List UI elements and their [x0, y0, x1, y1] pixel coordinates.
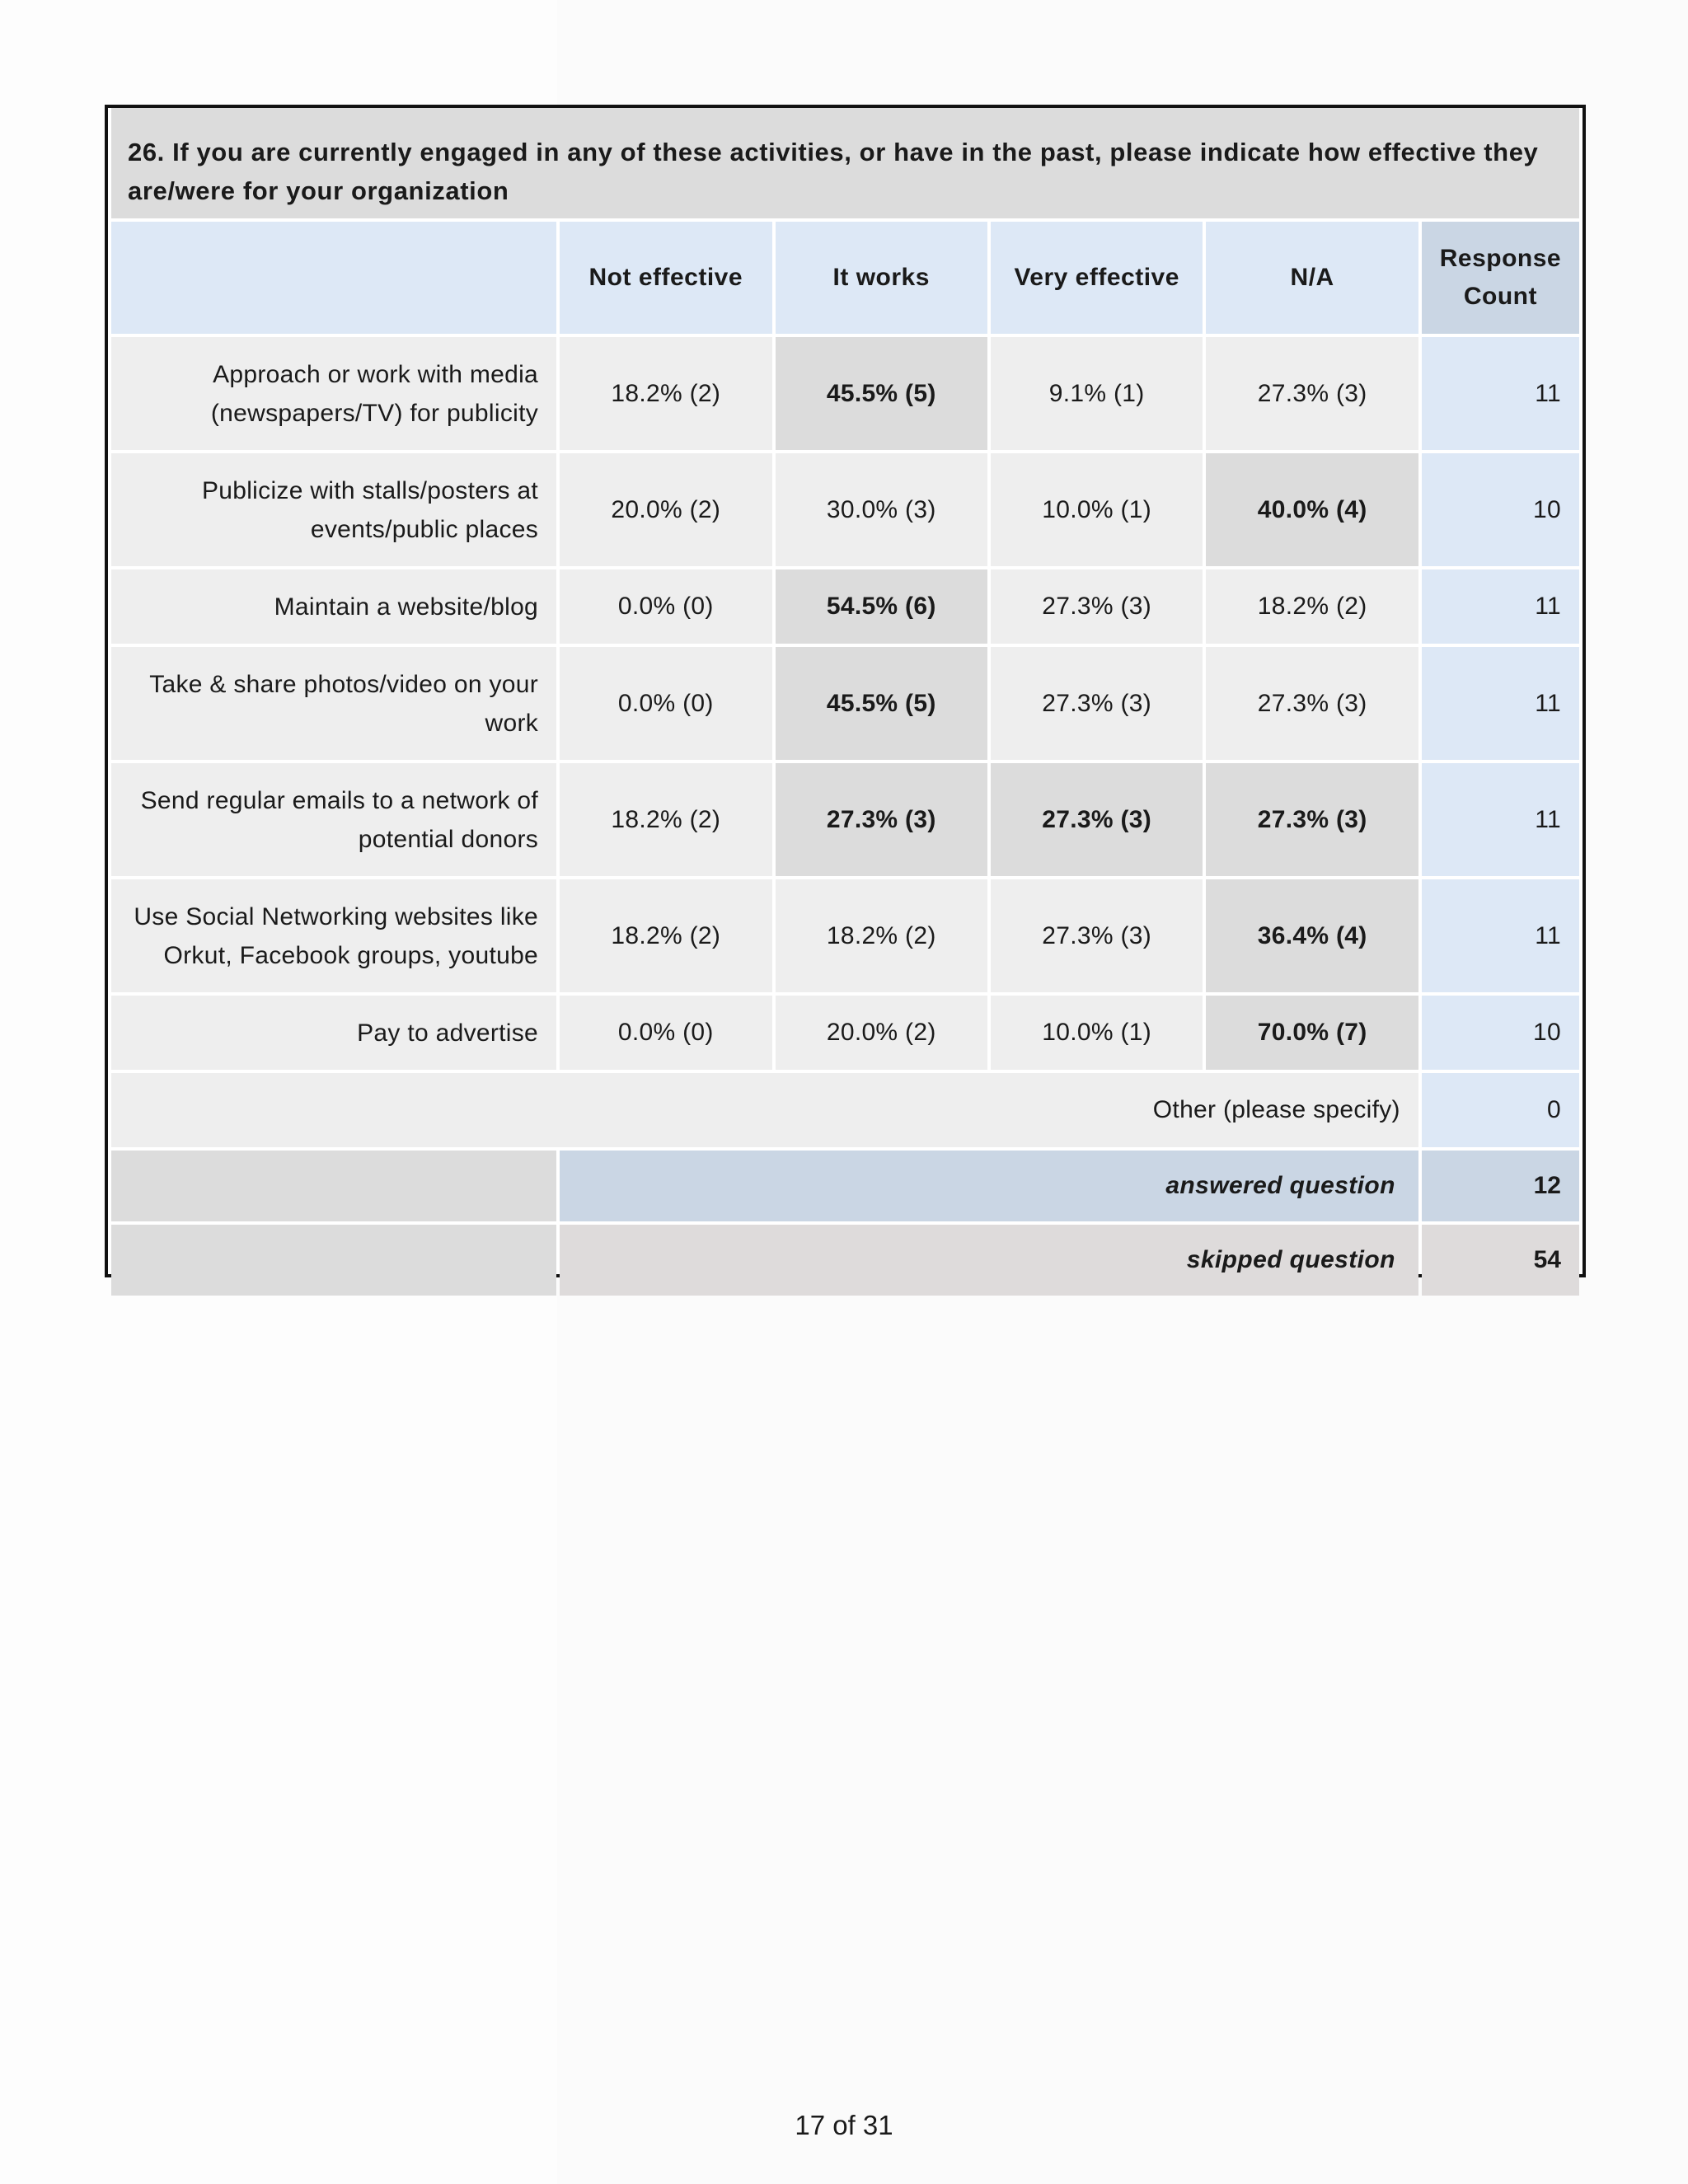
- header-blank: [111, 222, 556, 334]
- response-cell: 27.3% (3): [1206, 763, 1418, 876]
- survey-question-table: [105, 105, 1586, 1277]
- response-cell: 36.4% (4): [1206, 879, 1418, 992]
- row-label: Approach or work with media (newspapers/TV) for publicity: [111, 337, 556, 450]
- response-cell: 18.2% (2): [1206, 569, 1418, 644]
- table-row: [111, 763, 1579, 876]
- header-very-effective: Very effective: [991, 222, 1203, 334]
- response-cell: 27.3% (3): [991, 879, 1203, 992]
- response-cell: 27.3% (3): [1206, 337, 1418, 450]
- table-row: [111, 647, 1579, 760]
- response-cell: 20.0% (2): [560, 453, 771, 566]
- response-cell: 45.5% (5): [776, 337, 987, 450]
- response-cell: 40.0% (4): [1206, 453, 1418, 566]
- table-row: [111, 569, 1579, 644]
- results-table: [108, 108, 1582, 1296]
- response-cell: 27.3% (3): [991, 763, 1203, 876]
- summary-blank: [111, 1151, 556, 1221]
- answered-question-count: 12: [1422, 1151, 1579, 1221]
- response-cell: 27.3% (3): [991, 569, 1203, 644]
- row-label: Publicize with stalls/posters at events/public places: [111, 453, 556, 566]
- response-count-cell: 11: [1422, 569, 1579, 644]
- page-number: 17 of 31: [795, 2110, 893, 2140]
- response-count-cell: 10: [1422, 453, 1579, 566]
- answered-question-row: [111, 1151, 1579, 1221]
- summary-blank: [111, 1225, 556, 1296]
- response-cell: 30.0% (3): [776, 453, 987, 566]
- question-title: 26. If you are currently engaged in any of these activities, or have in the past, please indicate how effective they are/were for your organization: [111, 108, 1579, 218]
- row-label: Use Social Networking websites like Orkut, Facebook groups, youtube: [111, 879, 556, 992]
- skipped-question-count: 54: [1422, 1225, 1579, 1296]
- header-not-effective: Not effective: [560, 222, 771, 334]
- row-label: Maintain a website/blog: [111, 569, 556, 644]
- answered-question-label: answered question: [560, 1151, 1418, 1221]
- response-count-cell: 11: [1422, 763, 1579, 876]
- other-label: Other (please specify): [111, 1073, 1418, 1147]
- header-it-works: It works: [776, 222, 987, 334]
- response-cell: 20.0% (2): [776, 996, 987, 1070]
- header-na: N/A: [1206, 222, 1418, 334]
- other-count: 0: [1422, 1073, 1579, 1147]
- response-count-cell: 11: [1422, 337, 1579, 450]
- header-response-count: Response Count: [1422, 222, 1579, 334]
- skipped-question-label: skipped question: [560, 1225, 1418, 1296]
- response-count-cell: 11: [1422, 647, 1579, 760]
- response-cell: 9.1% (1): [991, 337, 1203, 450]
- response-cell: 54.5% (6): [776, 569, 987, 644]
- response-cell: 70.0% (7): [1206, 996, 1418, 1070]
- response-cell: 18.2% (2): [776, 879, 987, 992]
- response-cell: 18.2% (2): [560, 763, 771, 876]
- table-row: [111, 337, 1579, 450]
- other-row: [111, 1073, 1579, 1147]
- row-label: Send regular emails to a network of potential donors: [111, 763, 556, 876]
- row-label: Take & share photos/video on your work: [111, 647, 556, 760]
- table-row: [111, 453, 1579, 566]
- response-cell: 18.2% (2): [560, 337, 771, 450]
- skipped-question-row: [111, 1225, 1579, 1296]
- response-cell: 45.5% (5): [776, 647, 987, 760]
- response-cell: 10.0% (1): [991, 996, 1203, 1070]
- response-count-cell: 11: [1422, 879, 1579, 992]
- response-cell: 27.3% (3): [776, 763, 987, 876]
- response-count-cell: 10: [1422, 996, 1579, 1070]
- response-cell: 27.3% (3): [1206, 647, 1418, 760]
- response-cell: 0.0% (0): [560, 569, 771, 644]
- table-row: [111, 996, 1579, 1070]
- row-label: Pay to advertise: [111, 996, 556, 1070]
- table-row: [111, 879, 1579, 992]
- response-cell: 0.0% (0): [560, 647, 771, 760]
- response-cell: 27.3% (3): [991, 647, 1203, 760]
- response-cell: 18.2% (2): [560, 879, 771, 992]
- response-cell: 0.0% (0): [560, 996, 771, 1070]
- response-cell: 10.0% (1): [991, 453, 1203, 566]
